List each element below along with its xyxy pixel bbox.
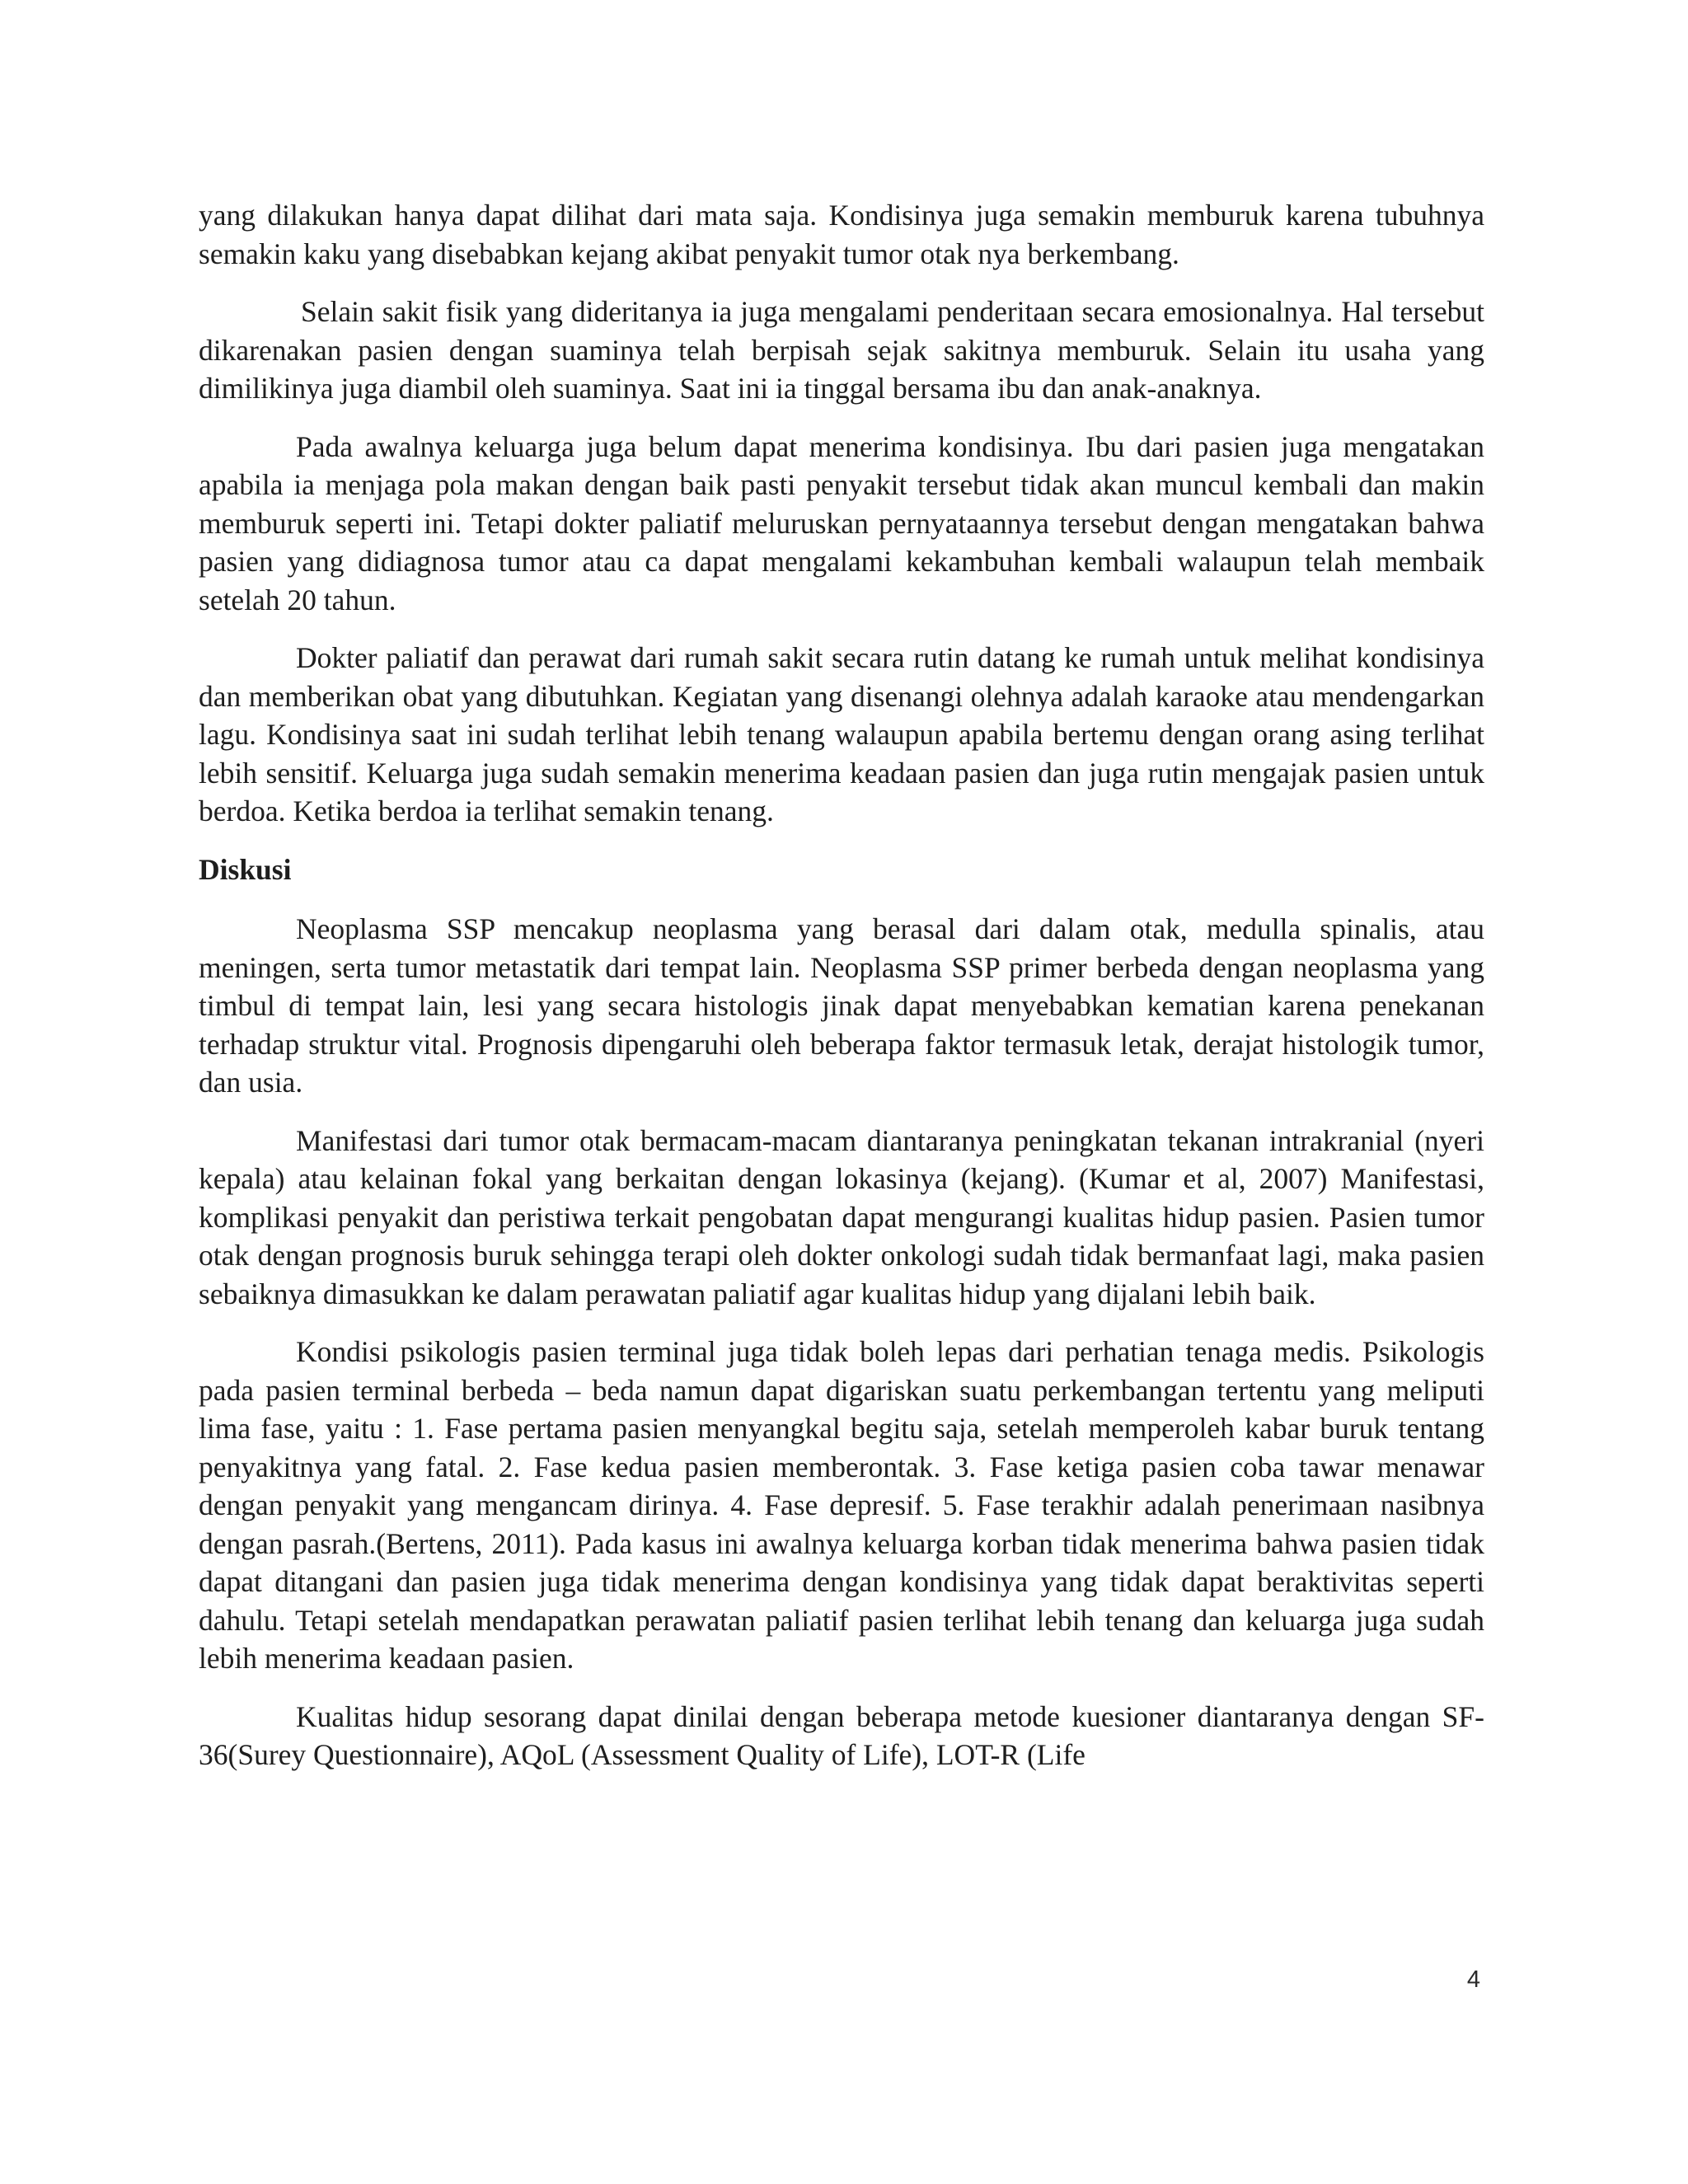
page-number: 4 bbox=[1466, 1966, 1480, 1993]
paragraph-neoplasma-ssp: Neoplasma SSP mencakup neoplasma yang berasal dari dalam otak, medulla spinalis, atau meningen, serta tumor metastatik dari tempat lain. Neoplasma SSP primer berbeda dengan neoplasma yang timbul di tempat lain, lesi yang secara histologis jinak dapat menyebabkan kematian karena penekanan terhadap struktur vital. Prognosis dipengaruhi oleh beberapa faktor termasuk letak, derajat histologik tumor, dan usia. bbox=[199, 912, 1484, 1099]
paragraph-kondisi-psikologis: Kondisi psikologis pasien terminal juga tidak boleh lepas dari perhatian tenaga medis. Psikologis pada pasien terminal berbeda – beda namun dapat digariskan suatu perkembangan tertentu yang meliputi lima fase, yaitu : 1. Fase pertama pasien menyangkal begitu saja, setelah memperoleh kabar buruk tentang penyakitnya yang fatal. 2. Fase kedua pasien memberontak. 3. Fase ketiga pasien coba tawar menawar dengan penyakit yang mengancam dirinya. 4. Fase depresif. 5. Fase terakhir adalah penerimaan nasibnya dengan pasrah.(Bertens, 2011). Pada kasus ini awalnya keluarga korban tidak menerima bahwa pasien tidak dapat ditangani dan pasien juga tidak menerima dengan kondisinya yang tidak dapat beraktivitas seperti dahulu. Tetapi setelah mendapatkan perawatan paliatif pasien terlihat lebih tenang dan keluarga juga sudah lebih menerima keadaan pasien. bbox=[199, 1335, 1484, 1675]
paragraph-continuation: yang dilakukan hanya dapat dilihat dari mata saja. Kondisinya juga semakin memburuk karena tubuhnya semakin kaku yang disebabkan kejang akibat penyakit tumor otak nya berkembang. bbox=[199, 199, 1484, 270]
paragraph-palliative-visits: Dokter paliatif dan perawat dari rumah sakit secara rutin datang ke rumah untuk melihat kondisinya dan memberikan obat yang dibutuhkan. Kegiatan yang disenangi olehnya adalah karaoke atau mendengarkan lagu. Kondisinya saat ini sudah terlihat lebih tenang walaupun apabila bertemu dengan orang asing terlihat lebih sensitif. Keluarga juga sudah semakin menerima keadaan pasien dan juga rutin mengajak pasien untuk berdoa. Ketika berdoa ia terlihat semakin tenang. bbox=[199, 641, 1484, 827]
page-body bbox=[199, 196, 1484, 1794]
paragraph-kualitas-hidup: Kualitas hidup sesorang dapat dinilai dengan beberapa metode kuesioner diantaranya dengan SF-36(Surey Questionnaire), AQoL (Assessment Quality of Life), LOT-R (Life bbox=[199, 1699, 1484, 1771]
paragraph-emotional-suffering: Selain sakit fisik yang dideritanya ia juga mengalami penderitaan secara emosionalnya. Hal tersebut dikarenakan pasien dengan suaminya telah berpisah sejak sakitnya memburuk. Selain itu usaha yang dimilikinya juga diambil oleh suaminya. Saat ini ia tinggal bersama ibu dan anak-anaknya. bbox=[199, 295, 1484, 405]
section-heading-diskusi: Diskusi bbox=[199, 852, 292, 886]
paragraph-manifestasi: Manifestasi dari tumor otak bermacam-macam diantaranya peningkatan tekanan intrakranial (nyeri kepala) atau kelainan fokal yang berkaitan dengan lokasinya (kejang). (Kumar et al, 2007) Manifestasi, komplikasi penyakit dan peristiwa terkait pengobatan dapat mengurangi kualitas hidup pasien. Pasien tumor otak dengan prognosis buruk sehingga terapi oleh dokter onkologi sudah tidak bermanfaat lagi, maka pasien sebaiknya dimasukkan ke dalam perawatan paliatif agar kualitas hidup yang dijalani lebih baik. bbox=[199, 1123, 1484, 1310]
paragraph-family-acceptance: Pada awalnya keluarga juga belum dapat menerima kondisinya. Ibu dari pasien juga mengatakan apabila ia menjaga pola makan dengan baik pasti penyakit tersebut tidak akan muncul kembali dan makin memburuk seperti ini. Tetapi dokter paliatif meluruskan pernyataannya tersebut dengan mengatakan bahwa pasien yang didiagnosa tumor atau ca dapat mengalami kekambuhan kembali walaupun telah membaik setelah 20 tahun. bbox=[199, 429, 1484, 616]
